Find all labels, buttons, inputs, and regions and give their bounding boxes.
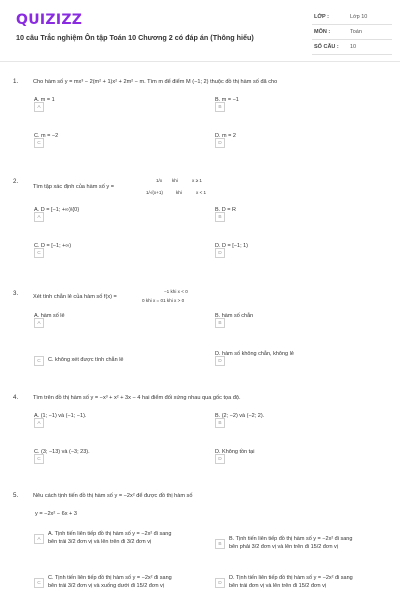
piece-row2-word: khi bbox=[176, 190, 182, 195]
option-line: bên trái 3/2 đơn vị và lên trên đi 3/2 đơn vị bbox=[48, 539, 152, 545]
option-box[interactable]: A bbox=[34, 318, 44, 328]
option-b[interactable] bbox=[215, 206, 236, 222]
piece-row2-expr: 1/√(x+1) bbox=[146, 190, 163, 195]
page-title: 10 câu Trắc nghiệm Ôn tập Toán 10 Chương 2 có đáp án (Thông hiểu) bbox=[16, 33, 254, 42]
option-text: A. hàm số lẻ bbox=[34, 313, 65, 319]
piece-row1-expr: 1/x bbox=[156, 178, 163, 183]
option-c[interactable] bbox=[34, 574, 172, 590]
option-box[interactable]: B bbox=[215, 102, 225, 112]
option-line: D. Tịnh tiến liên tiếp đồ thị hàm số y = −2x² đi sang bbox=[229, 575, 353, 581]
question-number: 2. bbox=[13, 178, 19, 185]
worksheet-header bbox=[0, 0, 400, 62]
target-function: y = −2x² − 6x + 3 bbox=[35, 511, 77, 517]
option-text: A. m = 1 bbox=[34, 97, 55, 103]
option-c[interactable] bbox=[34, 356, 123, 366]
option-text: D. m = 2 bbox=[215, 133, 236, 139]
option-line: bên trái đơn vị và lên trên đi 15/2 đơn vị bbox=[229, 583, 327, 589]
option-text: D. hàm số không chẵn, không lẻ bbox=[215, 351, 294, 357]
option-text: C. m = −2 bbox=[34, 133, 59, 139]
option-b[interactable] bbox=[215, 412, 264, 428]
option-a[interactable] bbox=[34, 530, 171, 546]
option-line: bên phải 3/2 đơn vị và lên trên đi 15/2 đơn vị bbox=[229, 544, 339, 550]
quizizz-logo: QUIZIZZ bbox=[16, 12, 83, 28]
option-c[interactable] bbox=[34, 242, 71, 258]
option-text bbox=[229, 535, 352, 551]
option-text: D. D = [−1; 1) bbox=[215, 243, 249, 249]
option-box[interactable]: B bbox=[215, 318, 225, 328]
option-text bbox=[48, 574, 172, 590]
option-box[interactable]: A bbox=[34, 102, 44, 112]
meta-row-subject bbox=[312, 25, 392, 40]
piece-row2-cond: x < 1 bbox=[196, 190, 207, 195]
option-box[interactable]: C bbox=[34, 138, 44, 148]
option-box[interactable]: D bbox=[215, 578, 225, 588]
question-number: 4. bbox=[13, 394, 19, 401]
option-box[interactable]: B bbox=[215, 212, 225, 222]
option-text: D. Không tồn tại bbox=[215, 449, 255, 455]
question-text: Tìm tập xác định của hàm số y = bbox=[33, 184, 114, 190]
question-number: 3. bbox=[13, 290, 19, 297]
meta-row-count bbox=[312, 40, 392, 55]
option-box[interactable]: C bbox=[34, 248, 44, 258]
option-box[interactable]: B bbox=[215, 418, 225, 428]
option-text: B. (2; −2) và (−2; 2). bbox=[215, 413, 265, 419]
option-box[interactable]: C bbox=[34, 578, 44, 588]
meta-value: Lớp 10 bbox=[350, 14, 368, 20]
option-box[interactable]: A bbox=[34, 534, 44, 544]
option-b[interactable] bbox=[215, 535, 352, 551]
option-a[interactable] bbox=[34, 412, 86, 428]
option-box[interactable]: A bbox=[34, 212, 44, 222]
piece-row1-cond: x ≥ 1 bbox=[192, 178, 202, 183]
option-d[interactable] bbox=[215, 448, 254, 464]
option-c[interactable] bbox=[34, 448, 90, 464]
option-b[interactable] bbox=[215, 312, 253, 328]
option-text bbox=[48, 530, 171, 546]
option-box[interactable]: C bbox=[34, 356, 44, 366]
option-b[interactable] bbox=[215, 96, 239, 112]
meta-label: LỚP : bbox=[314, 14, 329, 20]
meta-row-class bbox=[312, 10, 392, 25]
option-box[interactable]: A bbox=[34, 418, 44, 428]
option-line: bên trái 3/2 đơn vị và xuống dưới đi 15/2 đơn vị bbox=[48, 583, 165, 589]
piece-row1-word: khi bbox=[172, 178, 178, 183]
option-text: B. hàm số chẵn bbox=[215, 313, 254, 319]
option-a[interactable] bbox=[34, 96, 55, 112]
option-c[interactable] bbox=[34, 132, 58, 148]
option-d[interactable] bbox=[215, 574, 353, 590]
option-a[interactable] bbox=[34, 312, 65, 328]
piece-row1: −1 khi x < 0 bbox=[164, 289, 188, 294]
option-box[interactable]: B bbox=[215, 539, 225, 549]
piece-row2: 0 khi x = 01 khi x > 0 bbox=[142, 298, 185, 303]
question-number: 1. bbox=[13, 78, 19, 85]
option-box[interactable]: D bbox=[215, 356, 225, 366]
option-text: B. D = R bbox=[215, 207, 236, 213]
option-box[interactable]: C bbox=[34, 454, 44, 464]
option-line: C. Tịnh tiến liên tiếp đồ thị hàm số y = −2x² đi sang bbox=[48, 575, 172, 581]
option-d[interactable] bbox=[215, 242, 248, 258]
option-text: A. (1; −1) và (−1; −1). bbox=[34, 413, 87, 419]
question-number: 5. bbox=[13, 492, 19, 499]
question-text: Nêu cách tịnh tiến đồ thị hàm số y = −2x² để được đồ thị hàm số bbox=[33, 493, 193, 499]
question-text: Tìm trên đồ thị hàm số y = −x³ + x² + 3x − 4 hai điểm đối xứng nhau qua gốc tọa độ. bbox=[33, 395, 241, 401]
option-a[interactable] bbox=[34, 206, 79, 222]
meta-value: 10 bbox=[350, 44, 357, 50]
meta-value: Toán bbox=[350, 29, 362, 35]
option-box[interactable]: D bbox=[215, 248, 225, 258]
option-text: C. D = [−1; +∞) bbox=[34, 243, 72, 249]
option-text: B. m = −1 bbox=[215, 97, 239, 103]
option-text: C. không xét được tính chẵn lẻ bbox=[48, 357, 124, 363]
meta-label: SỐ CÂU : bbox=[314, 44, 339, 50]
meta-label: MÔN : bbox=[314, 29, 331, 35]
option-text bbox=[229, 574, 353, 590]
option-box[interactable]: D bbox=[215, 138, 225, 148]
option-line: A. Tịnh tiến liên tiếp đồ thị hàm số y = −2x² đi sang bbox=[48, 531, 172, 537]
meta-table bbox=[312, 10, 392, 55]
option-line: B. Tịnh tiến liên tiếp đồ thị hàm số y = −2x² đi sang bbox=[229, 536, 353, 542]
option-d[interactable] bbox=[215, 350, 294, 366]
question-text: Cho hàm số y = mx³ − 2(m² + 1)x² + 2m² − m. Tìm m để điểm M (−1; 2) thuộc đồ thị hàm số đã cho bbox=[33, 79, 278, 85]
option-text: A. D = [−1; +∞)\{0} bbox=[34, 207, 80, 213]
option-d[interactable] bbox=[215, 132, 236, 148]
question-text: Xét tính chẵn lẻ của hàm số f(x) = bbox=[33, 294, 117, 300]
option-text: C. (3; −13) và (−3; 23). bbox=[34, 449, 90, 455]
option-box[interactable]: D bbox=[215, 454, 225, 464]
